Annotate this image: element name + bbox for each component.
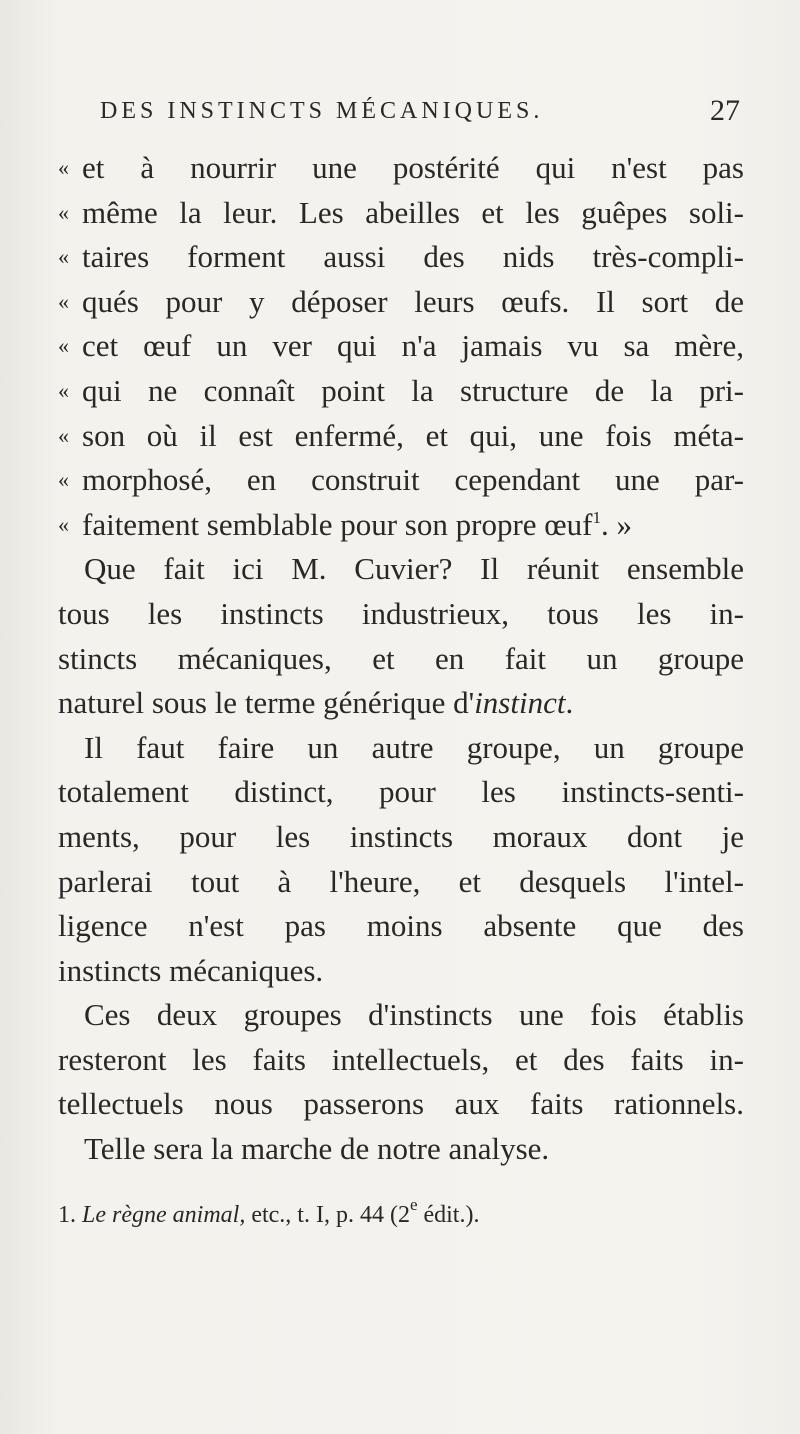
text-line — [58, 726, 744, 771]
text-line — [58, 414, 744, 459]
quote-mark: « — [58, 511, 69, 537]
line-text: instincts mécaniques. — [58, 952, 324, 988]
quote-mark: « — [58, 467, 69, 493]
line-text: ligence n'est pas moins absente que des — [58, 908, 744, 944]
text-line — [58, 993, 744, 1038]
running-title: DES INSTINCTS MÉCANIQUES. — [100, 98, 544, 124]
paragraph — [58, 547, 744, 681]
text-line — [58, 369, 744, 414]
running-head — [100, 94, 740, 132]
line-text: morphosé, en construit cependant une par- — [82, 462, 744, 498]
text-line — [58, 592, 744, 637]
quote-mark: « — [58, 377, 69, 403]
text-line — [58, 235, 744, 280]
closing-quote: . » — [601, 506, 632, 542]
text-line — [58, 146, 744, 191]
text-line — [58, 280, 744, 325]
line-text: Telle sera la marche de notre analyse. — [84, 1131, 550, 1167]
line-text: faitement semblable pour son propre œuf — [82, 506, 593, 542]
text-line — [58, 949, 744, 994]
text-line — [58, 1127, 744, 1172]
text-line — [58, 1038, 744, 1083]
line-text: ments, pour les instincts moraux dont je — [58, 818, 744, 854]
paragraph — [58, 726, 744, 949]
line-text: taires forment aussi des nids très-compli- — [82, 239, 744, 275]
footnote-superscript: e — [409, 1195, 418, 1214]
quote-mark: « — [58, 199, 69, 225]
line-text: stincts mécaniques, et en fait un groupe — [58, 640, 744, 676]
line-text: qués pour y déposer leurs œufs. Il sort de — [82, 283, 744, 319]
quoted-passage — [58, 146, 744, 503]
text-block — [58, 146, 744, 1172]
footnote-number: 1. — [58, 1202, 76, 1228]
line-text: tous les instincts industrieux, tous les in- — [58, 595, 744, 631]
text-line — [58, 904, 744, 949]
line-text: resteront les faits intellectuels, et des faits in- — [58, 1041, 744, 1077]
line-text: Que fait ici M. Cuvier? Il réunit ensemble — [84, 551, 744, 587]
footnote-text: etc., t. I, p. 44 (2 — [245, 1202, 410, 1228]
text-line — [58, 324, 744, 369]
line-text: tellectuels nous passerons aux faits rationnels. — [58, 1086, 744, 1122]
italic-term: instinct — [474, 685, 566, 721]
line-text: son où il est enfermé, et qui, une fois méta- — [82, 417, 744, 453]
text-line — [58, 547, 744, 592]
text-line — [58, 770, 744, 815]
quote-mark: « — [58, 244, 69, 270]
paragraph — [58, 993, 744, 1127]
line-text: cet œuf un ver qui n'a jamais vu sa mère, — [82, 328, 744, 364]
text-line — [58, 681, 744, 726]
line-text: parlerai tout à l'heure, et desquels l'intel- — [58, 863, 744, 899]
line-text: et à nourrir une postérité qui n'est pas — [82, 150, 744, 185]
text-line — [58, 503, 744, 548]
text-line — [58, 1082, 744, 1127]
text-line — [58, 860, 744, 905]
footnote-text-end: édit.). — [417, 1202, 480, 1228]
page-number: 27 — [710, 94, 740, 127]
quote-mark: « — [58, 333, 69, 359]
line-text: naturel sous le terme générique d' — [58, 685, 475, 721]
quote-mark: « — [58, 422, 69, 448]
line-text: . — [565, 685, 574, 721]
line-text: Il faut faire un autre groupe, un groupe — [84, 729, 744, 765]
text-line — [58, 815, 744, 860]
footnote — [58, 1195, 744, 1232]
quote-mark: « — [58, 288, 69, 314]
quote-mark: « — [58, 155, 69, 180]
line-text: qui ne connaît point la structure de la pri- — [82, 372, 744, 408]
text-line — [58, 637, 744, 682]
text-line — [58, 191, 744, 236]
line-text: Ces deux groupes d'instincts une fois établis — [84, 997, 744, 1033]
text-line — [58, 458, 744, 503]
footnote-ref: 1 — [592, 507, 601, 527]
line-text: totalement distinct, pour les instincts-senti- — [58, 774, 744, 810]
footnote-title: Le règne animal, — [82, 1202, 246, 1228]
line-text: même la leur. Les abeilles et les guêpes soli- — [82, 194, 744, 230]
